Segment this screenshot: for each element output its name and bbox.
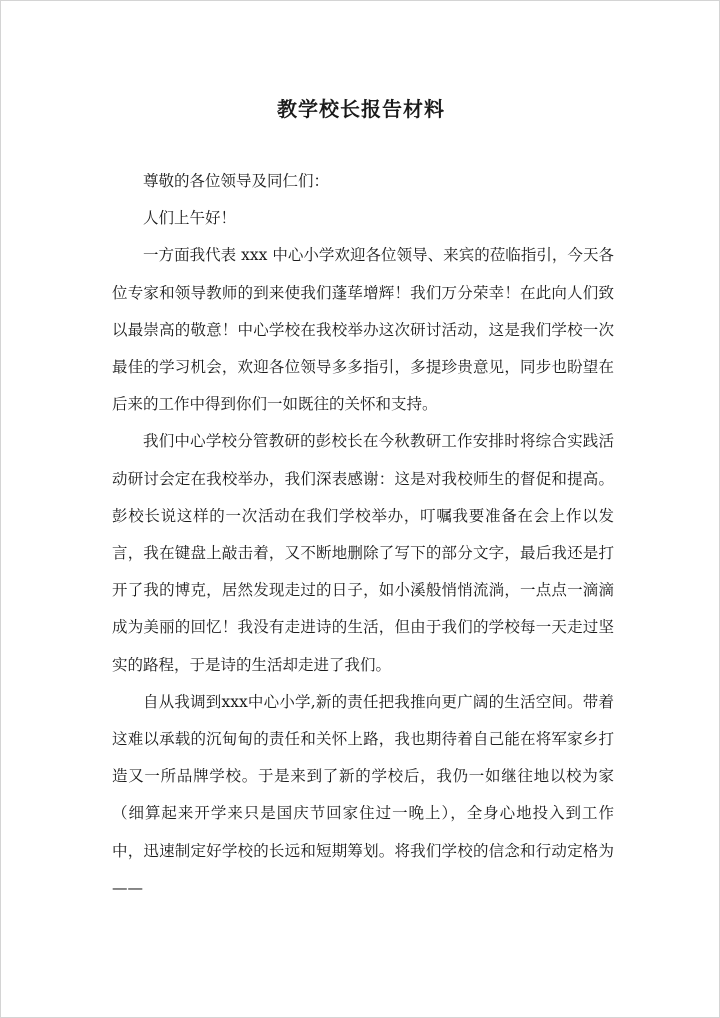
paragraph-responsibility: 自从我调到xxx中心小学,新的责任把我推向更广阔的生活空间。带着这难以承载的沉甸甸的责任和关怀上路，我也期待着自己能在将军家乡打造又一所品牌学校。于是来到了新的学校后，我仍一如继往地以校为家（细算起来开学来只是国庆节回家住过一晚上），全身心地投入到工作中，迅速制定好学校的长远和短期筹划。将我们学校的信念和行动定格为—— [112,692,614,897]
paragraph-welcome: 一方面我代表 xxx 中心小学欢迎各位领导、来宾的莅临指引，今天各位专家和领导教师的到来使我们蓬荜增辉！我们万分荣幸！在此向人们致以最崇高的敬意！中心学校在我校举办这次研讨活动，这是我们学校一次最佳的学习机会，欢迎各位领导多多指引，多提珍贵意见，同步也盼望在后来的工作中得到你们一如既往的关怀和支持。 [112,246,614,414]
paragraph-thanks: 我们中心学校分管教研的彭校长在今秋教研工作安排时将综合实践活动研讨会定在我校举办，我们深表感谢：这是对我校师生的督促和提高。彭校长说这样的一次活动在我们学校举办，叮嘱我要准备在会上作以发言，我在键盘上敲击着，又不断地删除了写下的部分文字，最后我还是打开了我的博克，居然发现走过的日子，如小溪般悄悄流淌，一点点一滴滴成为美丽的回忆！我没有走进诗的生活，但由于我们的学校每一天走过坚实的路程，于是诗的生活却走进了我们。 [112,432,614,674]
document-title: 教学校长报告材料 [277,97,445,121]
greeting: 人们上午好！ [143,209,237,228]
document-body [112,163,614,907]
salutation: 尊敬的各位领导及同仁们： [143,172,330,190]
